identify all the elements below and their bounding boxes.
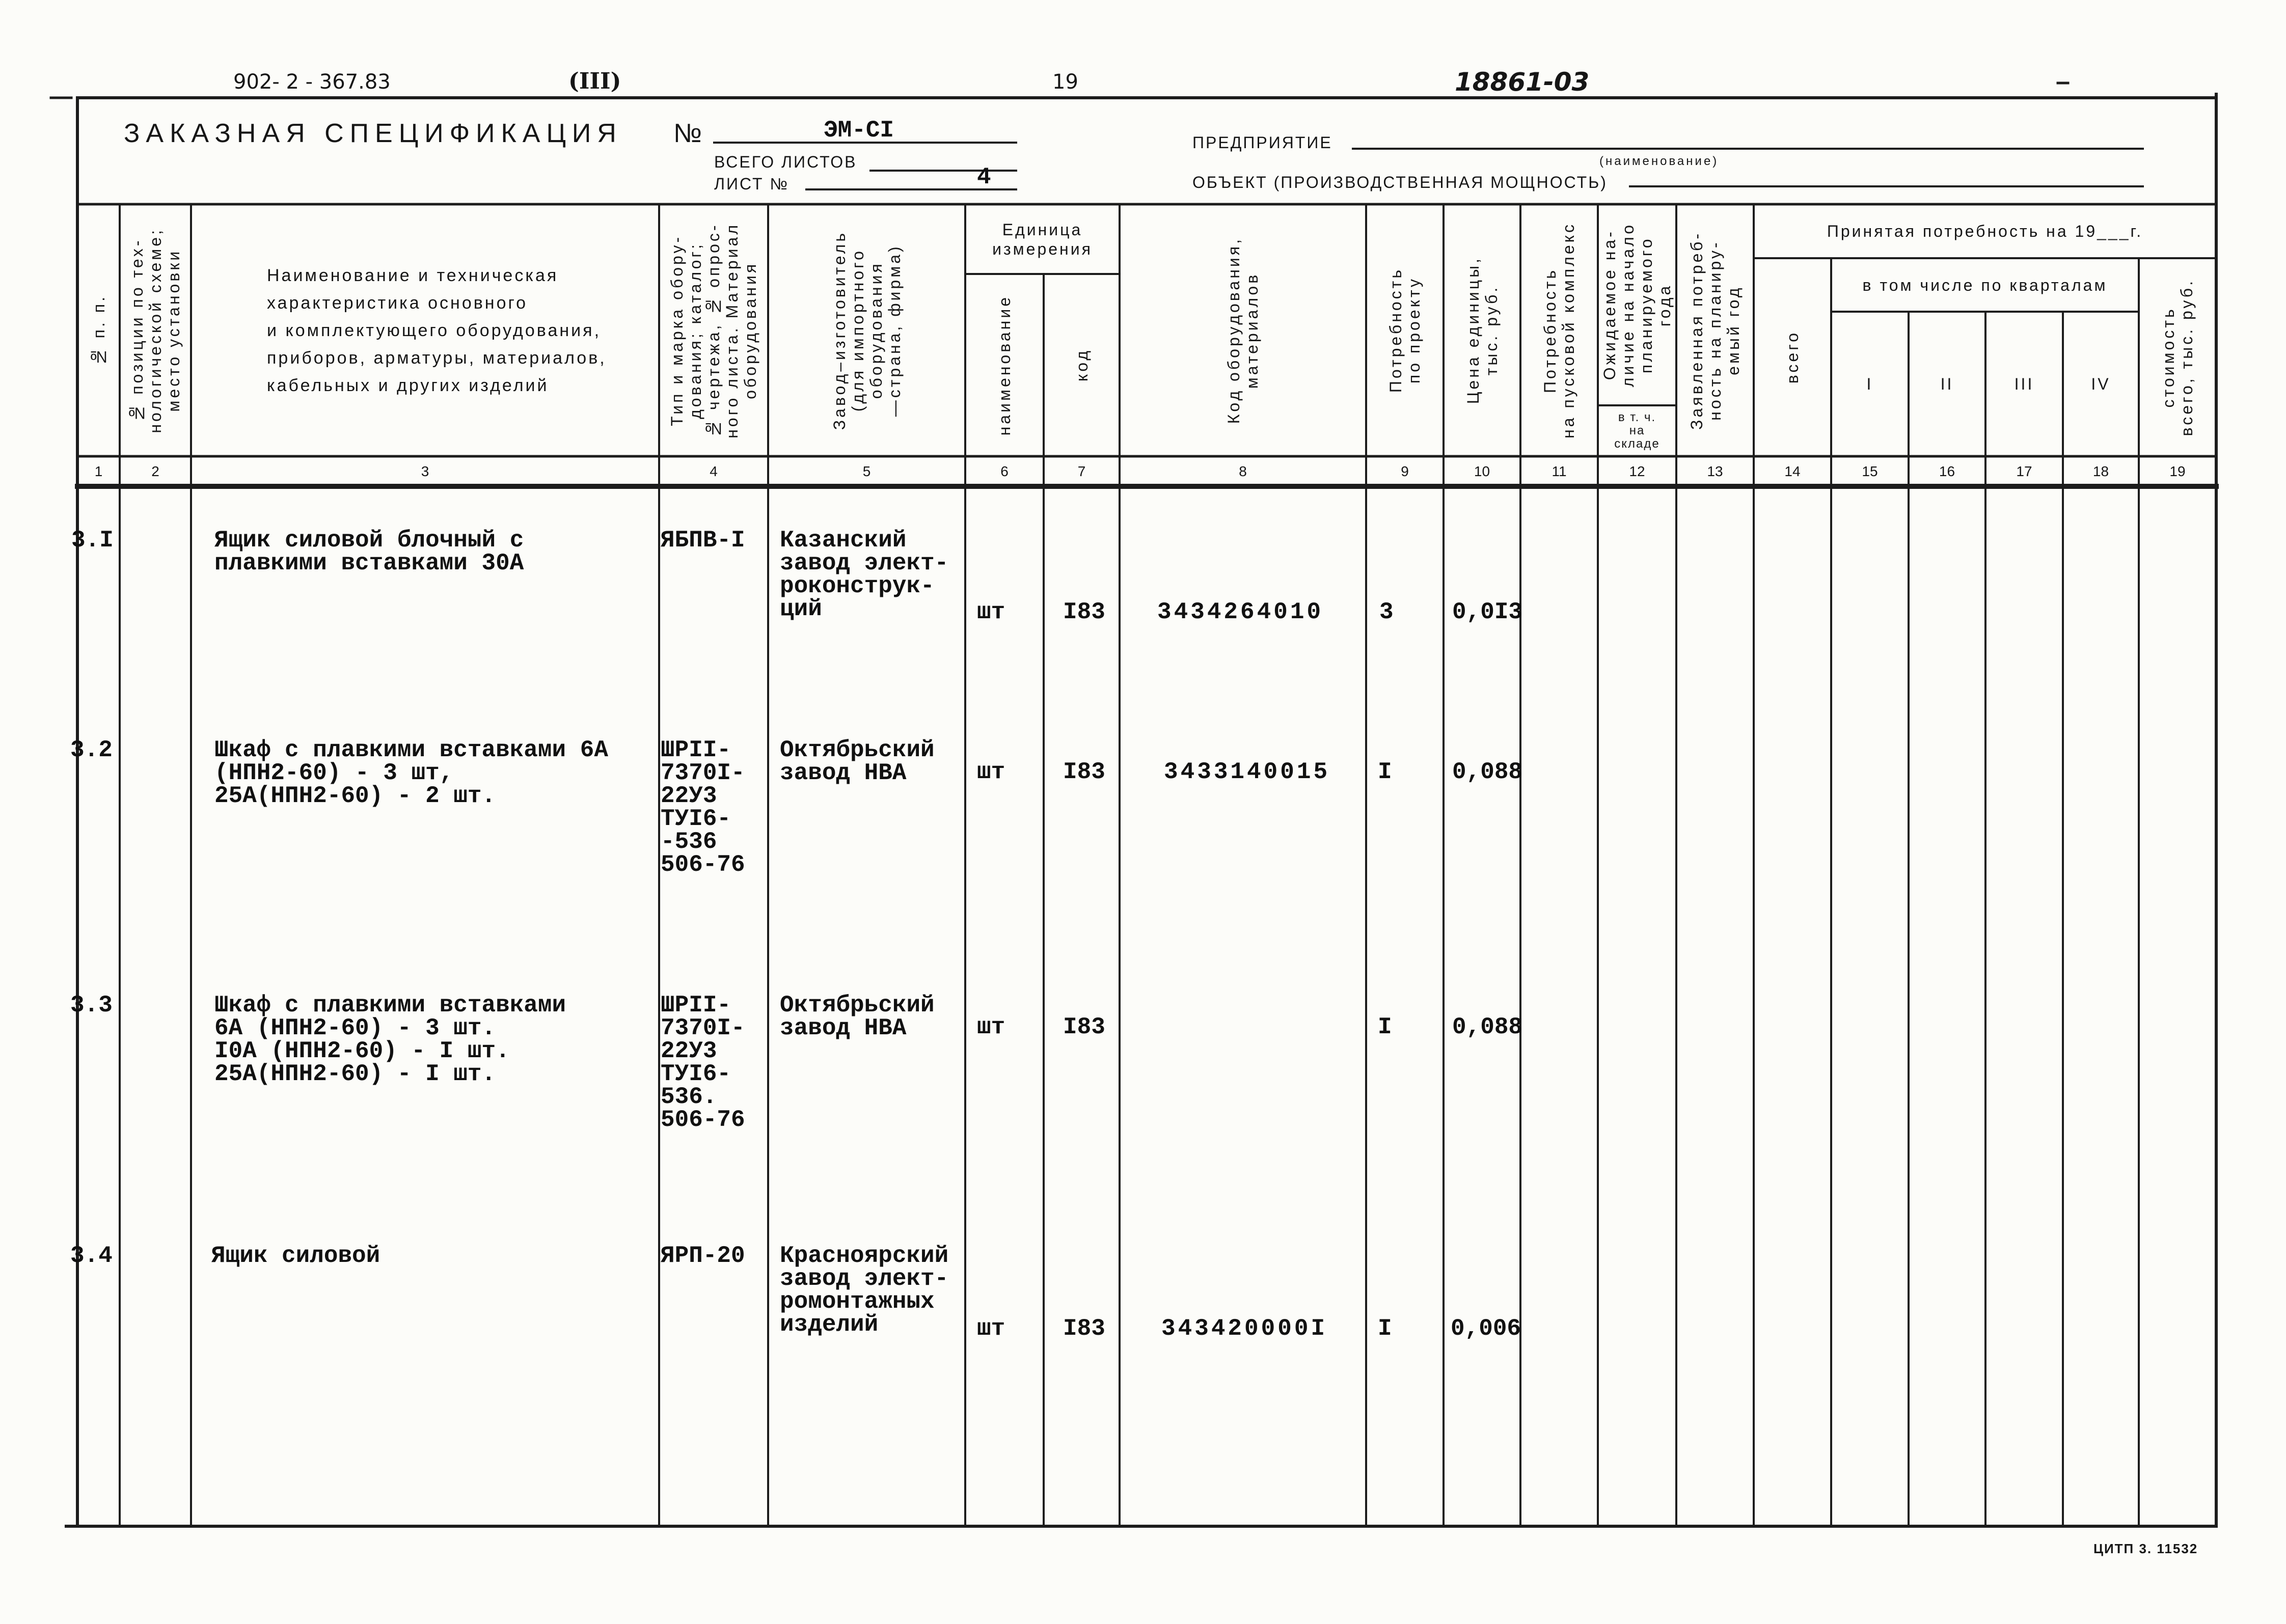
sheet-number: 4: [977, 164, 991, 190]
header-label: Завод–изготовитель (для импортного оборудования —страна, фирма): [830, 230, 904, 430]
header-label: Код оборудования, материалов: [1224, 236, 1261, 424]
cell-maker: Казанский завод элект- роконструк- ций: [780, 527, 949, 622]
header-label: № позиции по тех- нологической схеме; место установки: [128, 227, 183, 433]
column-number: 14: [1784, 463, 1801, 479]
cell-name: Ящик силовой блочный с плавкими вставками 30А: [214, 527, 524, 576]
header-cell-6: [965, 274, 1044, 456]
object-label: ОБЪЕКТ (ПРОИЗВОДСТВЕННАЯ МОЩНОСТЬ): [1192, 173, 1608, 191]
cell-unit-code: I83: [1063, 1315, 1105, 1342]
header-label: Единица измерения: [992, 220, 1093, 258]
column-number: 10: [1474, 463, 1490, 479]
column-number: 13: [1707, 463, 1723, 479]
header-label: стоимость всего, тыс. руб.: [2159, 278, 2196, 436]
column-number: 19: [2169, 463, 2186, 479]
header-label: в т. ч. на складе: [1614, 410, 1660, 451]
header-cell-12: [1598, 204, 1676, 405]
header-quarter-3: [1985, 312, 2063, 456]
cell-quantity: I: [1378, 759, 1392, 785]
header-label: всего: [1783, 331, 1802, 384]
album-number: (III): [568, 68, 621, 94]
column-number: 16: [1939, 463, 1955, 479]
print-stamp: ЦИТП 3. 11532: [2093, 1541, 2198, 1556]
spec-number: ЭМ-CI: [824, 117, 894, 144]
header-quarter-4: [2063, 312, 2139, 456]
column-number: 6: [1000, 463, 1009, 479]
cell-maker: Красноярский завод элект- ромонтажных изделий: [780, 1243, 949, 1338]
header-cell-10: [1444, 204, 1520, 456]
header-label: Заявленная потреб- ность на планиру- емый год: [1688, 231, 1743, 430]
header-label: Цена единицы, тыс. руб.: [1463, 256, 1501, 404]
header-label: II: [1940, 375, 1954, 393]
header-cell-13: [1676, 204, 1754, 456]
cell-equipment-code: 3434264010: [1157, 599, 1324, 625]
column-number: 18: [2092, 463, 2109, 479]
header-cell-14: [1754, 258, 1831, 456]
header-cell-4: [659, 204, 768, 456]
cell-quantity: I: [1378, 1014, 1392, 1040]
cell-type: ШРII- 7370I- 22У3 ТУI6- 536. 506-76: [661, 992, 745, 1133]
column-number: 9: [1401, 463, 1409, 479]
header-label: Ожидаемое на- личие на начало планируемого года: [1600, 222, 1674, 388]
header-label: III: [2014, 375, 2034, 393]
header-label: IV: [2091, 375, 2111, 393]
cell-equipment-code: 343420000I: [1161, 1315, 1328, 1342]
cell-unit-name: шт: [977, 1315, 1005, 1342]
column-number: 12: [1629, 463, 1645, 479]
cell-name: Ящик силовой: [211, 1243, 380, 1269]
cell-number: 3.2: [70, 737, 113, 763]
cell-unit-name: шт: [977, 599, 1005, 625]
header-quarter-1: [1831, 312, 1909, 456]
enterprise-hint: (наименование): [1599, 154, 1719, 168]
column-number: 15: [1862, 463, 1878, 479]
column-number: 5: [862, 463, 871, 479]
cell-unit-price: 0,006: [1451, 1315, 1521, 1342]
cell-unit-price: 0,088: [1452, 1014, 1523, 1040]
header-cell-8: [1120, 204, 1366, 456]
header-label: код: [1072, 348, 1091, 382]
cell-unit-code: I83: [1063, 1014, 1105, 1040]
cell-unit-price: 0,088: [1452, 759, 1523, 785]
form-title: ЗАКАЗНАЯ СПЕЦИФИКАЦИЯ: [124, 119, 622, 148]
cell-number: 3.I: [71, 527, 114, 554]
column-number: 17: [2016, 463, 2032, 479]
column-number: 7: [1077, 463, 1086, 479]
cell-name: Шкаф с плавкими вставками 6А (НПН2-60) - 3 шт, 25А(НПН2-60) - 2 шт.: [214, 737, 608, 809]
column-number: 3: [421, 463, 429, 479]
number-sign: №: [673, 119, 702, 148]
cell-unit-name: шт: [977, 1014, 1005, 1040]
header-accepted-group: [1754, 204, 2216, 258]
total-sheets-label: ВСЕГО ЛИСТОВ: [714, 153, 857, 171]
sheet-label: ЛИСТ №: [714, 175, 789, 193]
enterprise-label: ПРЕДПРИЯТИЕ: [1192, 133, 1332, 152]
document-code: 902- 2 - 367.83: [233, 70, 391, 94]
page-number: 19: [1052, 70, 1078, 94]
cell-unit-name: шт: [977, 759, 1005, 785]
cell-equipment-code: 3433140015: [1164, 759, 1330, 785]
header-unit-group: [965, 204, 1120, 274]
header-label: Потребность по проекту: [1386, 267, 1423, 393]
header-cell-3: [191, 204, 659, 456]
cell-number: 3.3: [70, 992, 113, 1019]
column-number: 2: [151, 463, 159, 479]
header-label: Потребность на пусковой комплекс: [1541, 222, 1577, 438]
header-label: Принятая потребность на 19___г.: [1827, 222, 2143, 240]
header-cell-12-sub: [1598, 405, 1676, 456]
column-number: 11: [1552, 463, 1567, 479]
cell-unit-code: I83: [1063, 599, 1105, 625]
header-quarter-2: [1909, 312, 1985, 456]
header-cell-9: [1366, 204, 1444, 456]
header-label: наименование: [995, 294, 1014, 436]
header-cell-2: [120, 204, 191, 456]
cell-quantity: 3: [1379, 599, 1394, 625]
column-number: 1: [94, 463, 103, 479]
cell-number: 3.4: [70, 1243, 113, 1269]
header-cell-7: [1044, 274, 1120, 456]
header-label: I: [1866, 375, 1873, 393]
cell-maker: Октябрьский завод НВА: [780, 737, 935, 786]
header-label: Тип и марка обору- дования; каталог; № чертежа, № опрос- ного листа. Материал оборудования: [668, 222, 759, 438]
cell-unit-price: 0,0I3: [1452, 599, 1523, 625]
cell-type: ШРII- 7370I- 22У3 ТУI6- -536 506-76: [661, 737, 745, 878]
column-number: 4: [710, 463, 718, 479]
sheet-code: 18861-03: [1455, 67, 1590, 97]
cell-maker: Октябрьский завод НВА: [780, 992, 935, 1041]
header-cell-19: [2139, 258, 2216, 456]
cell-name: Шкаф с плавкими вставками 6А (НПН2-60) - 3 шт. I0А (НПН2-60) - I шт. 25А(НПН2-60) - I шт.: [214, 992, 566, 1087]
header-cell-1: [77, 204, 120, 456]
cell-type: ЯБПВ-I: [661, 527, 745, 554]
cell-type: ЯРП-20: [661, 1243, 745, 1269]
column-number: 8: [1239, 463, 1247, 479]
header-label: Наименование и техническая характеристика основного и комплектующего оборудования, приборов, арматуры, материалов, кабельных и других изделий: [267, 265, 607, 395]
header-quarters-group: [1831, 258, 2139, 312]
header-cell-11: [1520, 204, 1598, 456]
cell-unit-code: I83: [1063, 759, 1105, 785]
cell-quantity: I: [1378, 1315, 1392, 1342]
header-label: № п. п.: [89, 294, 108, 367]
header-cell-5: [768, 204, 965, 456]
header-label: в том числе по кварталам: [1862, 276, 2108, 294]
